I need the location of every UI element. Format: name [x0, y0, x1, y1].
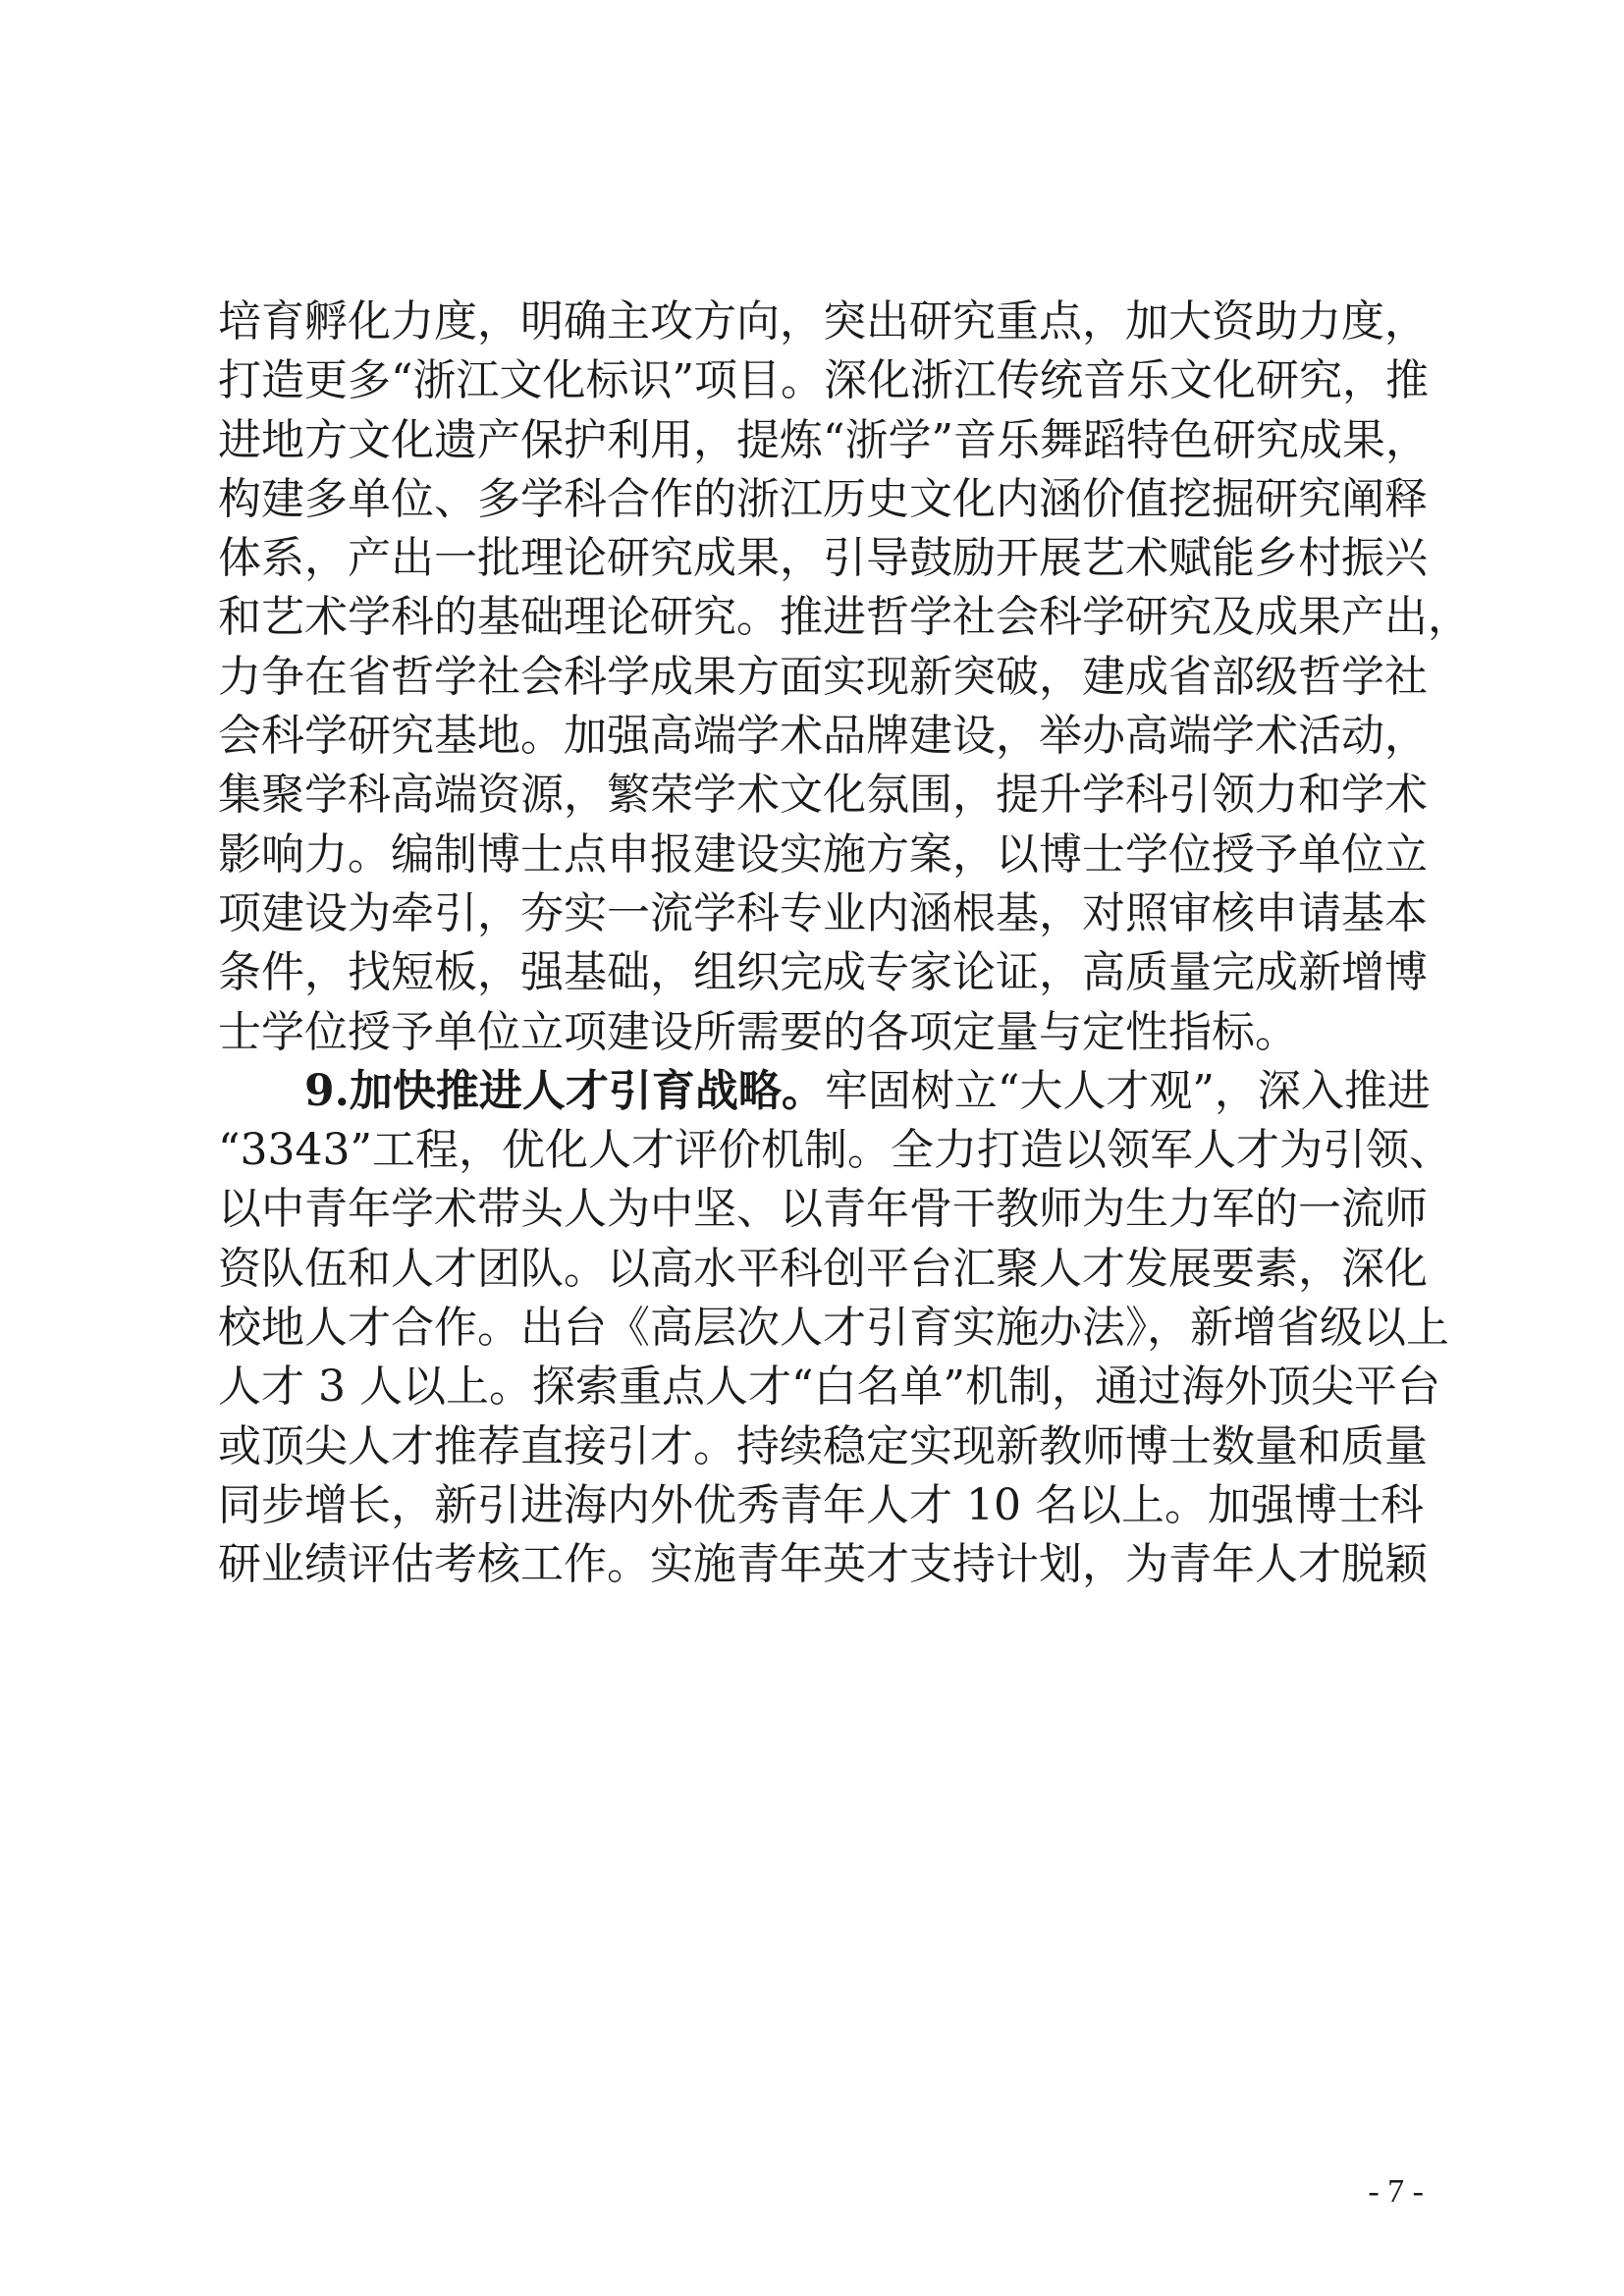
- paragraph-talent: [218, 1062, 1452, 1595]
- section-heading: 9.加快推进人才引育战略。: [304, 1065, 825, 1116]
- text-line: 体系，产出一批理论研究成果，引导鼓励开展艺术赋能乡村振兴: [218, 533, 1428, 584]
- text-line: 资队伍和人才团队。以高水平科创平台汇聚人才发展要素，深化: [218, 1243, 1428, 1294]
- text-line: 研业绩评估考核工作。实施青年英才支持计划，为青年人才脱颖: [218, 1539, 1428, 1590]
- text-line: 项建设为牵引，夯实一流学科专业内涵根基，对照审核申请基本: [218, 887, 1428, 938]
- text-line: 构建多单位、多学科合作的浙江历史文化内涵价值挖掘研究阐释: [218, 473, 1428, 524]
- text-line: 以中青年学术带头人为中坚、以青年骨干教师为生力军的一流师: [218, 1184, 1428, 1235]
- text-line: 培育孵化力度，明确主攻方向，突出研究重点，加大资助力度，: [218, 296, 1428, 347]
- text-line: 影响力。编制博士点申报建设实施方案，以博士学位授予单位立: [218, 828, 1428, 880]
- body-text: [218, 293, 1471, 1595]
- text-line: 士学位授予单位立项建设所需要的各项定量与定性指标。: [218, 1006, 1298, 1057]
- text-line: 同步增长，新引进海内外优秀青年人才 10 名以上。加强博士科: [218, 1479, 1424, 1530]
- text-line: 集聚学科高端资源，繁荣学术文化氛围，提升学科引领力和学术: [218, 770, 1428, 821]
- paragraph-research: [218, 293, 1471, 1062]
- text-line: 会科学研究基地。加强高端学术品牌建设，举办高端学术活动，: [218, 711, 1428, 762]
- text-line: 校地人才合作。出台《高层次人才引育实施办法》，新增省级以上: [218, 1303, 1449, 1354]
- text-line: 进地方文化遗产保护利用，提炼“浙学”音乐舞蹈特色研究成果，: [218, 414, 1429, 465]
- text-line: [218, 1062, 1431, 1121]
- text-line: 条件，找短板，强基础，组织完成专家论证，高质量完成新增博: [218, 947, 1428, 998]
- text-line: 或顶尖人才推荐直接引才。持续稳定实现新教师博士数量和质量: [218, 1420, 1428, 1471]
- text-line: “3343”工程，优化人才评价机制。全力打造以领军人才为引领、: [218, 1125, 1452, 1176]
- text-line: 打造更多“浙江文化标识”项目。深化浙江传统音乐文化研究，推: [218, 355, 1429, 406]
- page-number: - 7 -: [1368, 2173, 1424, 2210]
- text-line: 人才 3 人以上。探索重点人才“白名单”机制，通过海外顶尖平台: [218, 1362, 1440, 1413]
- text-line: 力争在省哲学社会科学成果方面实现新突破，建成省部级哲学社: [218, 651, 1428, 702]
- text-line: 和艺术学科的基础理论研究。推进哲学社会科学研究及成果产出，: [218, 592, 1471, 643]
- heading-continuation: 牢固树立“大人才观”，深入推进: [824, 1065, 1431, 1116]
